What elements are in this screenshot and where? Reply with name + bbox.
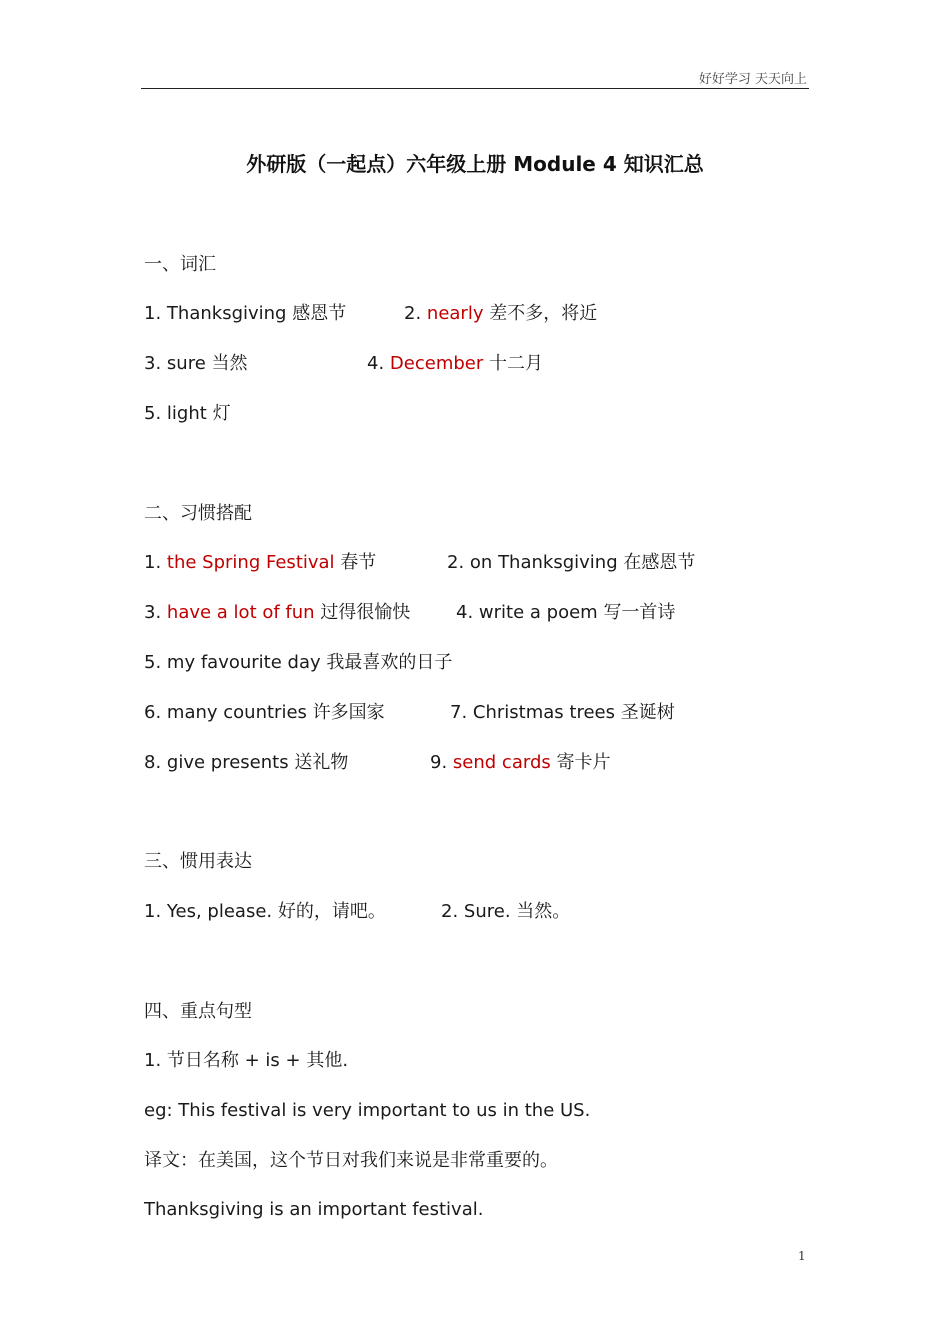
example-sentence: eg: This festival is very important to us in the US. xyxy=(144,1100,591,1121)
section-heading-vocabulary: 一、词汇 xyxy=(144,254,216,275)
extra-example: Thanksgiving is an important festival. xyxy=(144,1199,484,1220)
list-item: 1. the Spring Festival 春节 2. on Thanksgiving 在感恩节 xyxy=(144,552,696,573)
list-item: 9. send cards 寄卡片 xyxy=(430,752,611,773)
section-heading-expressions: 三、惯用表达 xyxy=(144,851,252,872)
list-item: 7. Christmas trees 圣诞树 xyxy=(450,702,675,723)
list-item: 5. light 灯 xyxy=(144,403,231,424)
section-heading-collocations: 二、习惯搭配 xyxy=(144,503,252,524)
list-item: 3. sure 当然 4. December 十二月 xyxy=(144,353,543,374)
list-item: 3. have a lot of fun 过得很愉快 4. write a poem 写一首诗 xyxy=(144,602,676,623)
section-heading-sentences: 四、重点句型 xyxy=(144,1001,252,1022)
header-motto: 好好学习 天天向上 xyxy=(698,72,807,87)
example-translation: 译文：在美国，这个节日对我们来说是非常重要的。 xyxy=(144,1150,558,1171)
list-item: 2. on Thanksgiving 在感恩节 xyxy=(447,552,696,573)
list-item: 1. Yes, please. 好的，请吧。 2. Sure. 当然。 xyxy=(144,901,571,922)
list-item: 4. December 十二月 xyxy=(367,353,543,374)
page-title: 外研版（一起点）六年级上册 Module 4 知识汇总 xyxy=(246,152,704,176)
list-item: 8. give presents 送礼物 9. send cards 寄卡片 xyxy=(144,752,611,773)
list-item: 4. write a poem 写一首诗 xyxy=(456,602,676,623)
list-item: 6. many countries 许多国家 7. Christmas trees 圣诞树 xyxy=(144,702,675,723)
page-number: 1 xyxy=(798,1249,806,1263)
list-item: 2. nearly 差不多，将近 xyxy=(404,303,598,324)
list-item: 2. Sure. 当然。 xyxy=(441,901,571,922)
list-item: 5. my favourite day 我最喜欢的日子 xyxy=(144,652,453,673)
list-item: 1. Thanksgiving 感恩节 2. nearly 差不多，将近 xyxy=(144,303,598,324)
sentence-pattern: 1. 节日名称 + is + 其他. xyxy=(144,1050,349,1071)
header-divider xyxy=(141,88,809,89)
